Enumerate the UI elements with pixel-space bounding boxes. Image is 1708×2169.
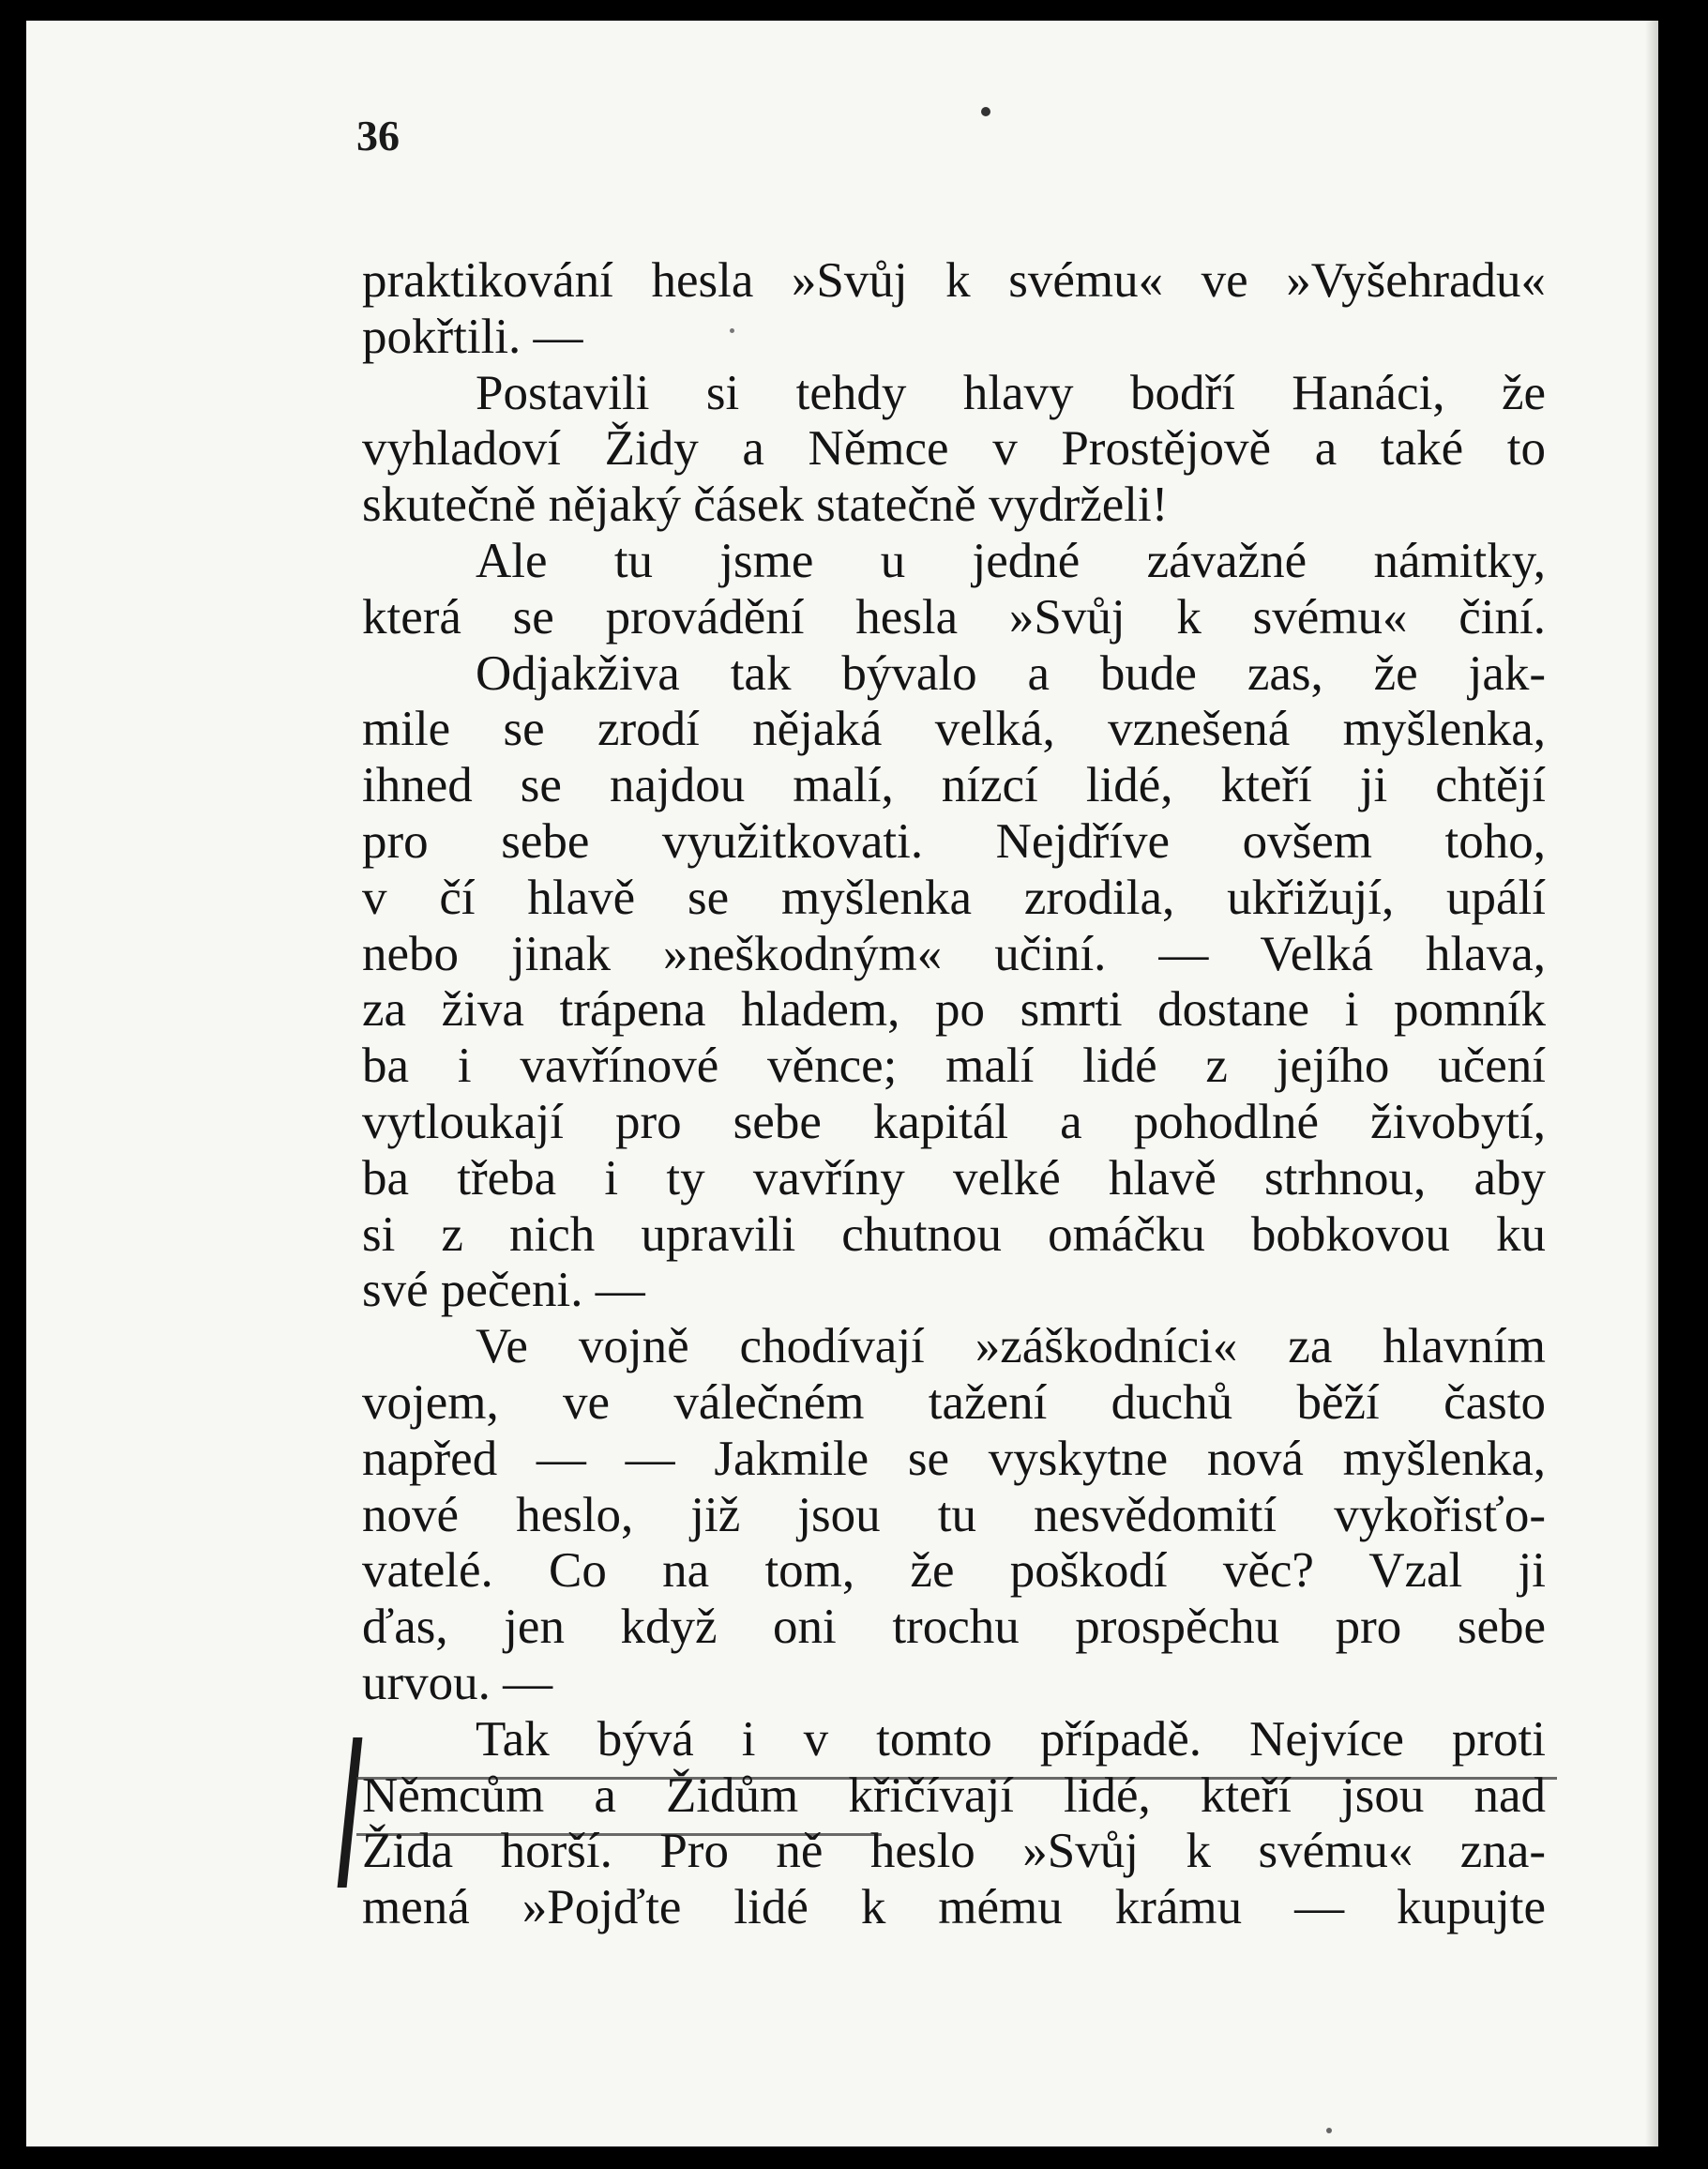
text-line: Tak bývá i v tomto případě. Nejvíce proti <box>476 1711 1546 1767</box>
text-line: Ale tu jsme u jedné závažné námitky, <box>476 533 1546 588</box>
text-line: která se provádění hesla »Svůj k svému« činí. <box>362 589 1546 645</box>
text-line: vyhladoví Židy a Němce v Prostějově a také to <box>362 421 1546 477</box>
text-line: Ve vojně chodívají »záškodníci« za hlavním <box>476 1319 1546 1374</box>
text-line: Němcům a Židům křičívají lidé, kteří jsou nad <box>362 1767 1546 1823</box>
text-line: nebo jinak »neškodným« učiní. — Velká hlava, <box>362 926 1546 981</box>
ink-speck <box>1326 2128 1332 2133</box>
text-line: ba i vavřínové věnce; malí lidé z jejího učení <box>362 1039 1546 1094</box>
body-text <box>362 253 1546 1936</box>
margin-pencil-mark <box>338 1737 363 1888</box>
text-line: vytloukají pro sebe kapitál a pohodlné živobytí, <box>362 1094 1546 1149</box>
text-line: mile se zrodí nějaká velká, vznešená myšlenka, <box>362 702 1546 757</box>
page-edge-shadow <box>1645 21 1658 2146</box>
text-line: urvou. — <box>362 1655 553 1710</box>
text-line: Postavili si tehdy hlavy bodří Hanáci, že <box>476 365 1546 420</box>
text-line: mená »Pojďte lidé k mému krámu — kupujte <box>362 1880 1546 1935</box>
text-line: v čí hlavě se myšlenka zrodila, ukřižují, upálí <box>362 870 1546 925</box>
text-line: pokřtili. — <box>362 309 583 364</box>
text-line: pro sebe využitkovati. Nejdříve ovšem toho, <box>362 813 1546 869</box>
text-line: ihned se najdou malí, nízcí lidé, kteří ji chtějí <box>362 758 1546 813</box>
page-number: 36 <box>356 112 400 159</box>
text-line: Odjakživa tak bývalo a bude zas, že jak- <box>476 645 1546 701</box>
text-line: ba třeba i ty vavříny velké hlavě strhnou, aby <box>362 1150 1546 1206</box>
ink-speck <box>981 107 990 116</box>
text-line: své pečeni. — <box>362 1263 645 1318</box>
text-line: vatelé. Co na tom, že poškodí věc? Vzal ji <box>362 1543 1546 1599</box>
text-line: Žida horší. Pro ně heslo »Svůj k svému« zna- <box>362 1824 1546 1879</box>
text-line: skutečně nějaký čásek statečně vydrželi! <box>362 478 1169 533</box>
text-line: za živa trápena hladem, po smrti dostane i pomník <box>362 982 1546 1038</box>
text-line: ďas, jen když oni trochu prospěchu pro sebe <box>362 1600 1546 1655</box>
text-line: vojem, ve válečném tažení duchů běží často <box>362 1374 1546 1430</box>
text-line: napřed — — Jakmile se vyskytne nová myšlenka, <box>362 1431 1546 1486</box>
book-page <box>26 21 1658 2146</box>
text-line: si z nich upravili chutnou omáčku bobkovou ku <box>362 1206 1546 1262</box>
text-line: praktikování hesla »Svůj k svému« ve »Vyšehradu« <box>362 253 1546 308</box>
text-line: nové heslo, již jsou tu nesvědomití vykořisťo- <box>362 1487 1546 1542</box>
